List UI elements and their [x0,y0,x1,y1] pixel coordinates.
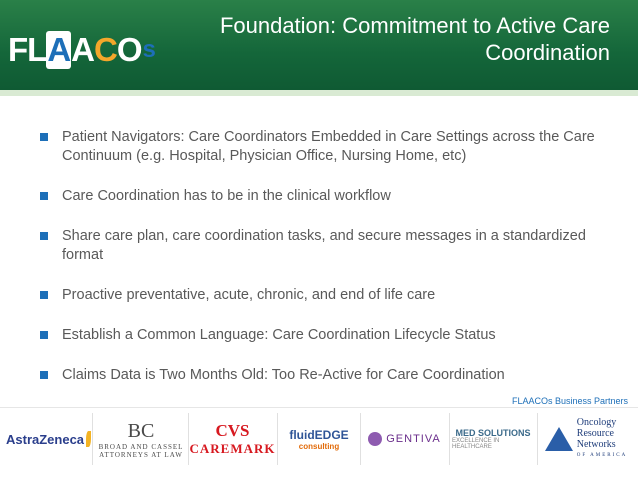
medsolutions-logo [452,408,534,470]
broad-cassel-name: BROAD AND CASSEL [98,442,184,451]
broad-cassel-monogram: BC [127,419,155,442]
bullet-text: Claims Data is Two Months Old: Too Re-Active for Care Coordination [62,367,505,383]
logo-text-s: s [142,36,155,63]
slide-title [190,12,610,66]
bullet-list [40,128,600,406]
astrazeneca-logo [6,408,91,470]
fluidedge-name: fluidEDGE [289,427,349,442]
bullet-square-icon [40,192,48,200]
bullet-square-icon [40,371,48,379]
partner-divider [537,413,538,465]
bullet-text: Establish a Common Language: Care Coordination Lifecycle Status [62,327,496,343]
bullet-text: Care Coordination has to be in the clinical workflow [62,188,391,204]
header-divider [0,90,638,96]
bullet-item [40,187,600,206]
logo-text-a1: A [47,31,71,68]
caremark-name: CAREMARK [189,441,276,456]
bullet-item [40,286,600,305]
partner-divider [360,413,361,465]
partner-divider [277,413,278,465]
fluidedge-logo [280,408,358,470]
gentiva-emblem-icon [368,432,382,446]
medsolutions-sub: EXCELLENCE IN HEALTHCARE [452,438,500,450]
broad-cassel-logo [95,408,187,470]
fluidedge-sub: consulting [298,441,340,451]
gentiva-name: GENTIVA [386,433,441,445]
oncology-word-2: Resource [576,428,614,439]
astrazeneca-swirl-icon [86,431,91,447]
logo-text-c: C [94,31,117,68]
cvs-name: CVS [215,421,250,440]
bullet-square-icon [40,232,48,240]
logo-text-fl: FL [8,31,47,68]
flaacos-logo [8,30,155,70]
title-line-1: Foundation: Commitment to Active Care [219,13,610,38]
bullet-square-icon [40,331,48,339]
bullet-text: Share care plan, care coordination tasks, and secure messages in a standardized format [62,228,586,263]
oncology-word-1: Oncology [576,417,617,428]
oncology-resource-networks-logo [540,408,632,470]
partner-divider [449,413,450,465]
oncology-word-4: OF AMERICA [576,453,628,458]
broad-cassel-sub: ATTORNEYS AT LAW [99,450,183,459]
astrazeneca-name: AstraZeneca [6,431,85,447]
logo-text-a2: A [71,31,95,68]
gentiva-logo [362,408,447,470]
medsolutions-name: MED SOLUTIONS [455,428,531,438]
partner-divider [92,413,93,465]
partners-label: FLAACOs Business Partners [511,396,628,406]
oncology-word-3: Networks [576,439,616,450]
title-line-2: Coordination [485,40,610,65]
bullet-text: Patient Navigators: Care Coordinators Embedded in Care Settings across the Care Continuum (e.g. Hospital, Physician Office, Nursing Home, etc) [62,129,595,164]
bullet-item [40,128,600,166]
bullet-item [40,227,600,265]
bullet-square-icon [40,291,48,299]
oncology-words [577,417,627,461]
bullet-item [40,366,600,385]
bullet-text: Proactive preventative, acute, chronic, and end of life care [62,287,436,303]
pyramid-icon [545,427,573,451]
bullet-item [40,326,600,345]
bullet-square-icon [40,133,48,141]
partner-divider [188,413,189,465]
cvs-caremark-logo [190,408,275,470]
logo-text-o: O [116,31,142,68]
